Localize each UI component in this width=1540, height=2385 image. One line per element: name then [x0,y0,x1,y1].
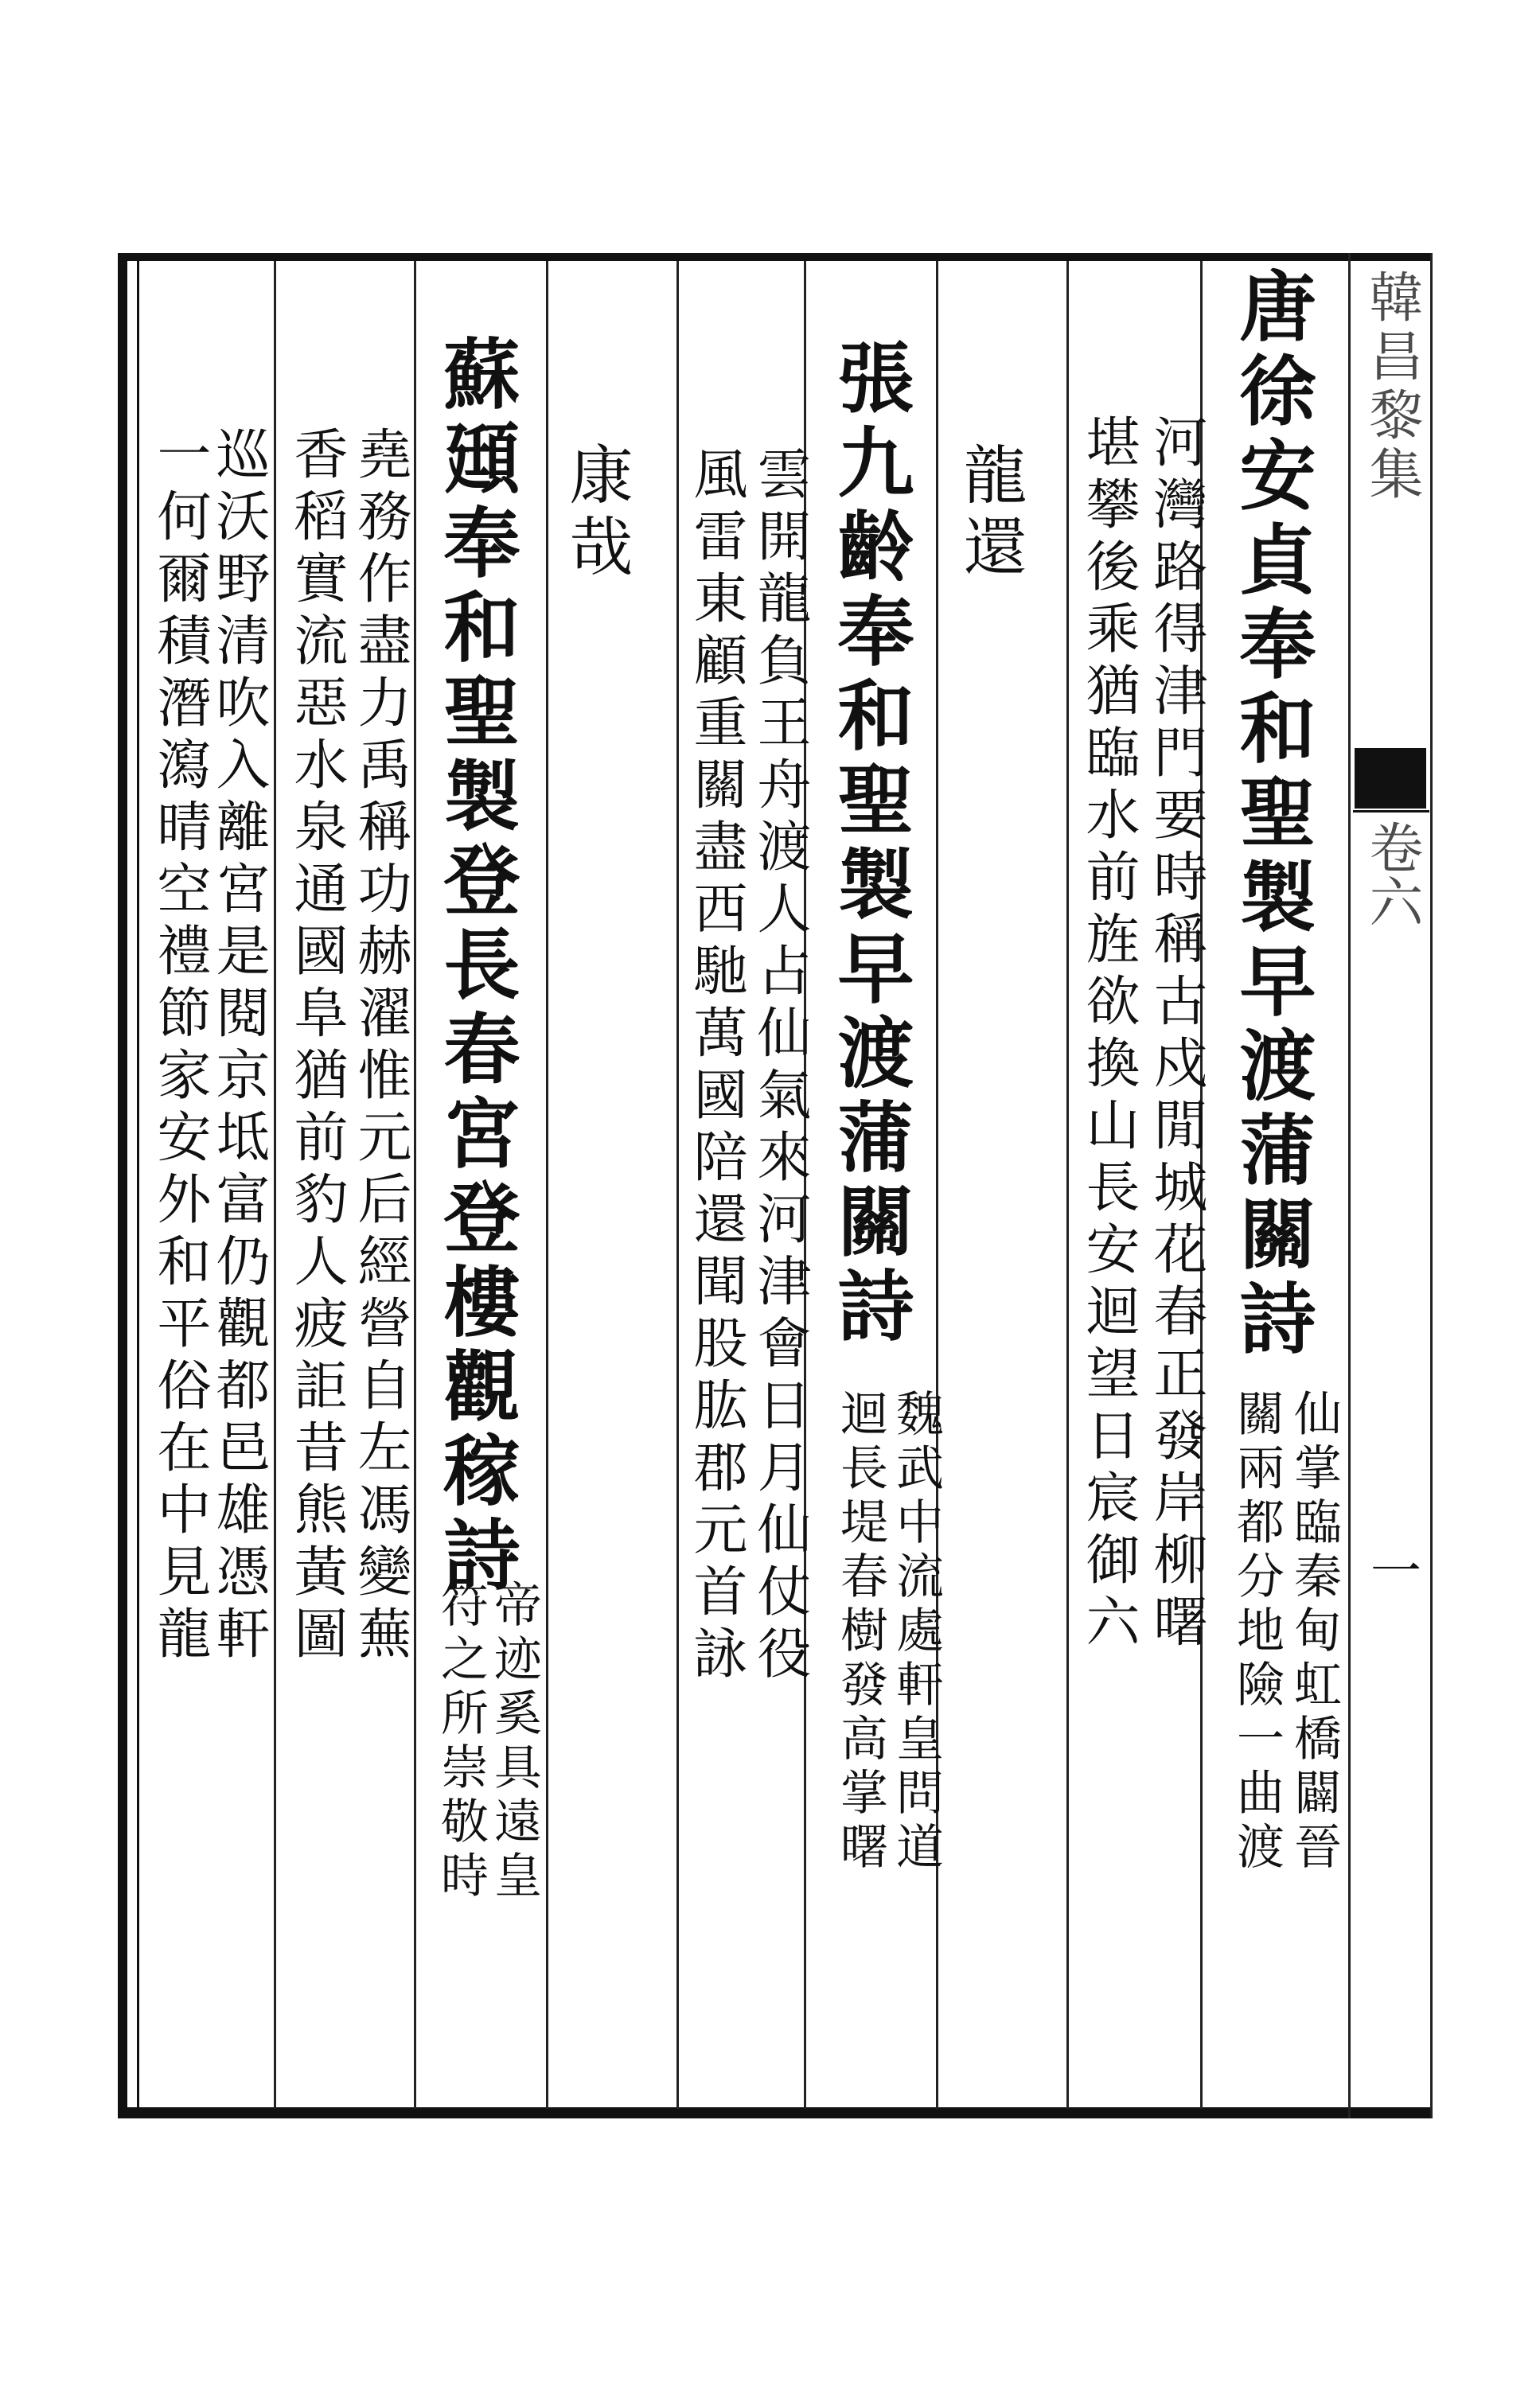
poem-line: 風雷東顧重關盡西馳萬國陪還聞股肱郡元首詠 [684,446,747,1687]
banxin-page-number: 一 [1362,1544,1421,1595]
poem-line: 堪攀後乘猶臨水前旌欲換山長安迴望日宸御六 [1077,414,1140,1655]
poem-line: 雲開龍負王舟渡人占仙氣來河津會日月仙仗役 [748,446,811,1687]
poem-line: 康哉 [559,442,633,585]
fishtail-mark [1355,748,1426,809]
column-rule [1066,261,1069,2109]
column-rule [274,261,276,2109]
column-rule [414,261,416,2109]
poem-line: 巡沃野清吹入離宮是閱京坻富仍觀都邑雄憑軒 [207,426,270,1667]
poem-title: 唐徐安貞奉和聖製早渡蒲關詩 [1227,267,1317,1363]
column-rule [676,261,679,2109]
banxin-title: 韓昌黎集 [1360,269,1423,505]
poem-line: 堯務作盡力禹稱功赫濯惟元后經營自左馮變蕪 [349,426,411,1667]
poem-line: 一何爾積潛瀉晴空禮節家安外和平俗在中見龍 [148,426,211,1667]
banxin-right-rule [1430,253,1433,2118]
poem-title: 張九齡奉和聖製早渡蒲關詩 [825,338,915,1350]
poem-line: 河灣路得津門要時稱古戍閒城花春正發岸柳曙 [1144,414,1207,1655]
fishtail-line [1353,810,1429,813]
banxin-juan: 卷六 [1360,820,1423,928]
title-note: 帝迹奚具遠皇 [486,1580,542,1904]
frame-left-border [118,253,127,2118]
poem-title: 蘇頲奉和聖製登長春宮登樓觀稼詩 [431,334,521,1600]
title-note: 魏武中流處軒皇問道 [888,1389,944,1876]
frame-bottom-border [118,2107,1433,2118]
frame-left-inner-line [137,253,139,2115]
title-note: 仙掌臨秦甸虹橋闢晉 [1286,1389,1342,1876]
title-note: 符之所崇敬時 [433,1580,489,1904]
banxin-left-rule [1348,253,1351,2118]
poem-line: 香稻實流惡水泉通國阜猶前豹人疲詎昔熊黃圖 [285,426,348,1667]
title-note: 關兩都分地險一曲渡 [1229,1389,1285,1876]
title-note: 迴長堤春樹發高掌曙 [832,1389,888,1876]
frame-top-border [118,253,1433,261]
column-rule [546,261,548,2109]
poem-line: 龍還 [953,442,1027,585]
